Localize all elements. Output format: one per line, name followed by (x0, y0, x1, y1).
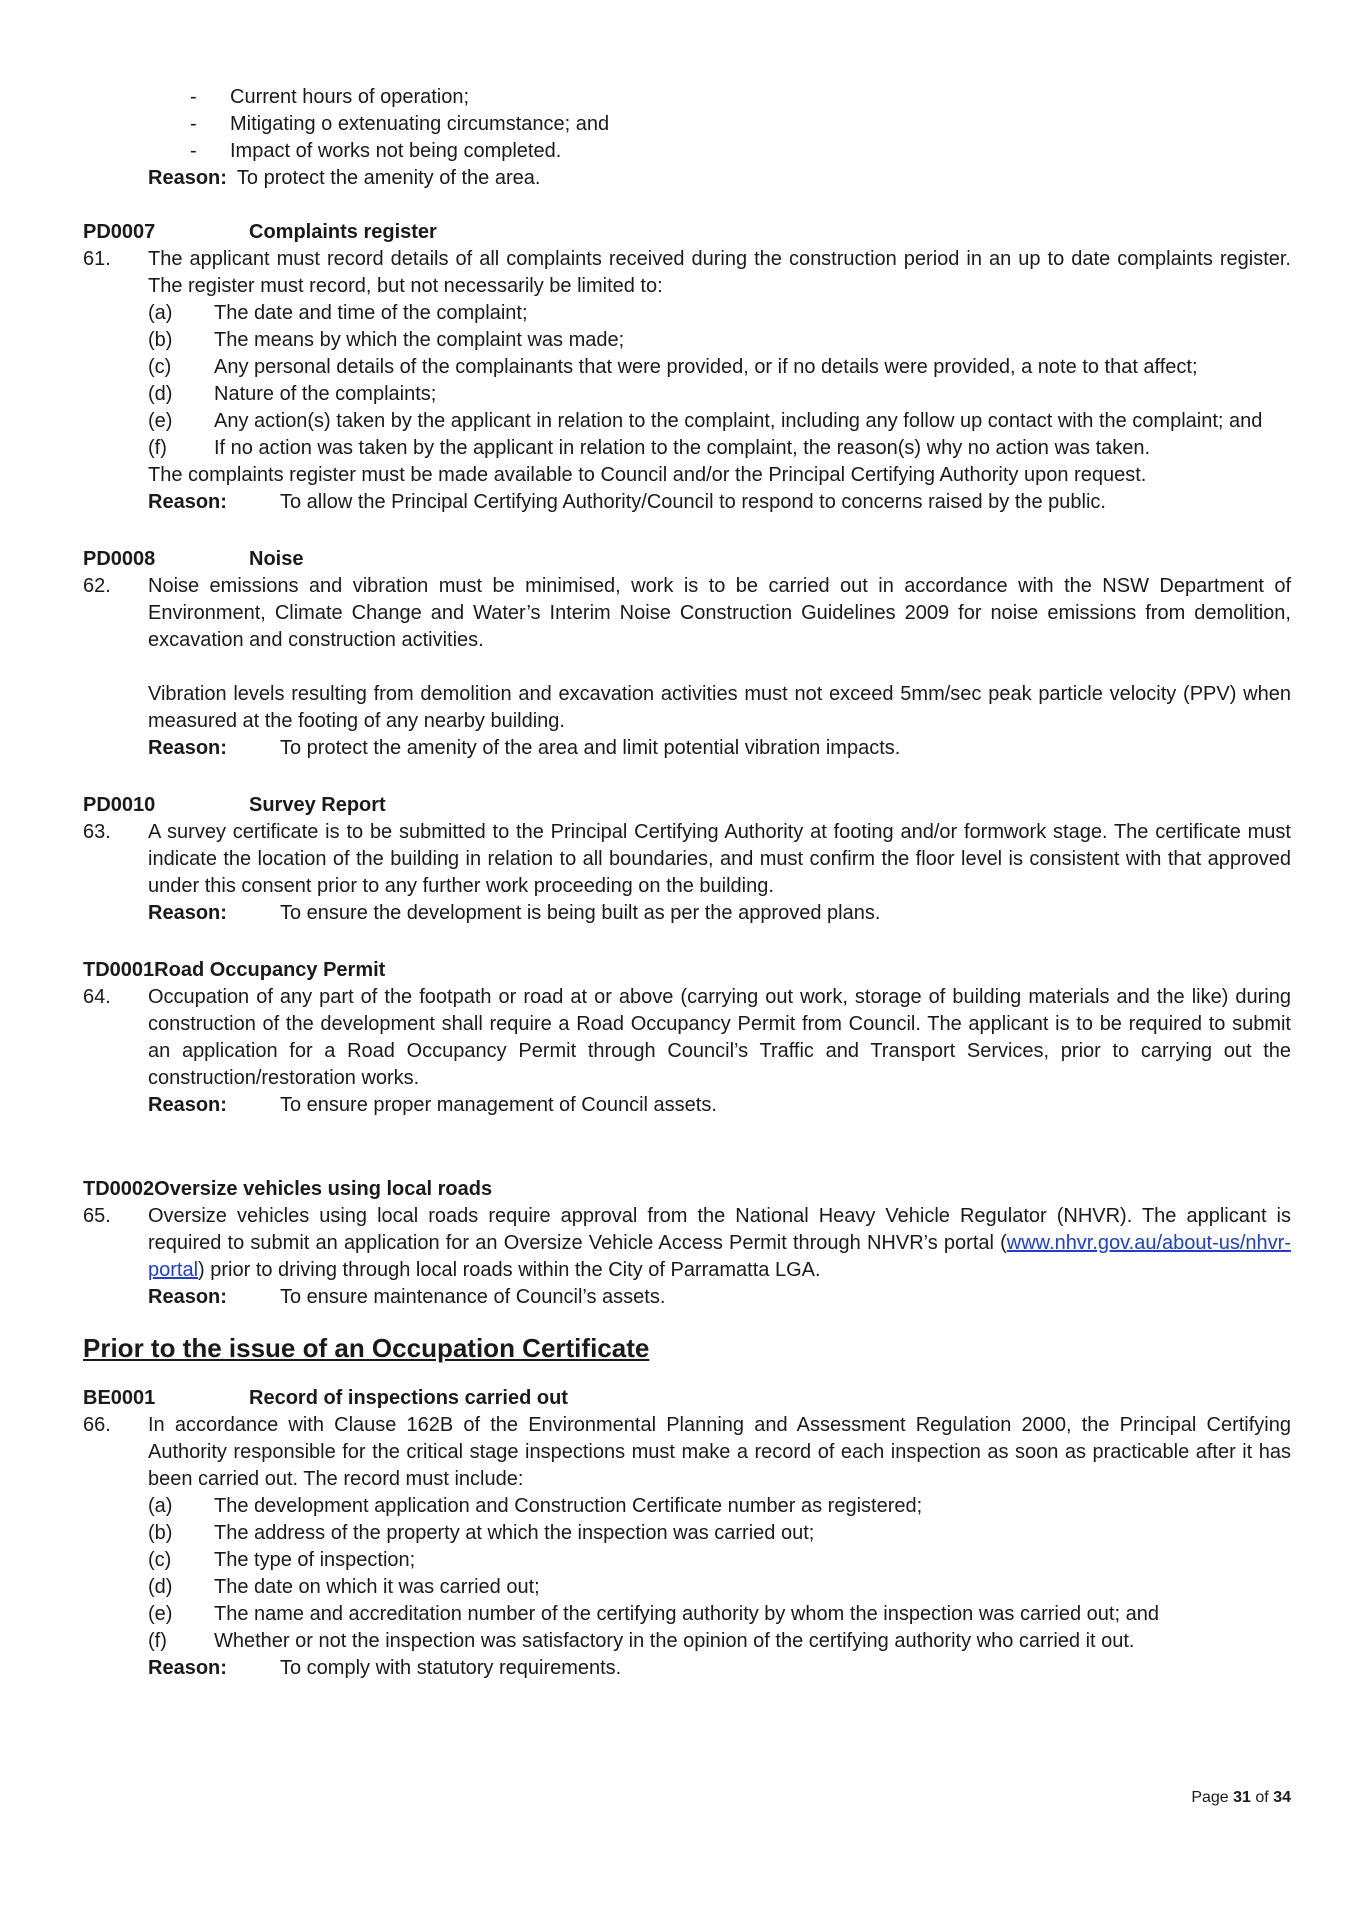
condition-paragraph: 66. In accordance with Clause 162B of the Environmental Planning and Assessment Regulation 2000, the Principal Certifying Authority responsible for the critical stage inspections must make a record of each inspection as soon as practicable after it has been carried out. The record must include: (83, 1414, 1291, 1490)
condition-paragraph: 64. Occupation of any part of the footpath or road at or above (carrying out work, storage of building materials and the like) during construction of the development shall require a Road Occupancy Permit from Council. The applicant is to be required to submit an application for a Road Occupancy Permit through Council’s Traffic and Transport Services, prior to carrying out the construction/restoration works. (83, 986, 1291, 1089)
list-item: (a) The date and time of the complaint; (148, 302, 528, 324)
top-dash-list (83, 84, 1291, 192)
list-item: (e) Any action(s) taken by the applicant in relation to the complaint, including any follow up contact with the complaint; and (148, 410, 1263, 432)
list-item: (d) The date on which it was carried out; (148, 1576, 540, 1598)
condition-heading: PD0010 Survey Report (83, 794, 386, 816)
condition-heading: TD0002 Oversize vehicles using local roads (83, 1178, 493, 1200)
list-item: (c) Any personal details of the complainants that were provided, or if no details were provided, a note to that affect; (148, 356, 1198, 378)
list-item: (e) The name and accreditation number of the certifying authority by whom the inspection was carried out; and (148, 1603, 1159, 1625)
list-item: - Current hours of operation; (190, 86, 470, 108)
page-number: Page 31 of 34 (1191, 1789, 1291, 1806)
list-item: (c) The type of inspection; (148, 1549, 416, 1571)
nhvr-portal-link[interactable]: www.nhvr.gov.au/about-us/nhvr-portal (148, 1232, 1291, 1281)
list-item: (d) Nature of the complaints; (148, 383, 437, 405)
list-item: (b) The means by which the complaint was made; (148, 329, 625, 351)
list-item: (f) If no action was taken by the applicant in relation to the complaint, the reason(s) why no action was taken. (148, 437, 1151, 459)
closing-paragraph: The complaints register must be made available to Council and/or the Principal Certifying Authority upon request. (148, 464, 1147, 486)
document-content (83, 84, 1291, 1682)
list-item: (a) The development application and Construction Certificate number as registered; (148, 1495, 923, 1517)
condition-paragraph: 65. Oversize vehicles using local roads require approval from the National Heavy Vehicle Regulator (NHVR). The applicant is required to submit an application for an Oversize Vehicle Access Permit through NHVR’s portal (www.nhvr.gov.au/about-us/nhvr-portal) prior to driving through local roads within the City of Parramatta LGA. (83, 1205, 1291, 1281)
condition-pd0008 (83, 546, 1291, 762)
reason-line: Reason: To protect the amenity of the area and limit potential vibration impacts. (148, 737, 901, 759)
condition-paragraph: Vibration levels resulting from demolition and excavation activities must not exceed 5mm/sec peak particle velocity (PPV) when measured at the footing of any nearby building. (148, 683, 1291, 732)
reason-line: Reason: To allow the Principal Certifying Authority/Council to respond to concerns raised by the public. (148, 491, 1106, 513)
condition-heading: PD0008 Noise (83, 548, 304, 570)
condition-td0001 (83, 957, 1291, 1119)
reason-line: Reason: To ensure the development is being built as per the approved plans. (148, 902, 881, 924)
condition-paragraph: 62. Noise emissions and vibration must be minimised, work is to be carried out in accordance with the NSW Department of Environment, Climate Change and Water’s Interim Noise Construction Guidelines 2009 for noise emissions from demolition, excavation and construction activities. (83, 575, 1291, 651)
condition-heading: BE0001 Record of inspections carried out (83, 1387, 568, 1409)
condition-be0001 (83, 1385, 1291, 1682)
condition-heading: TD0001 Road Occupancy Permit (83, 959, 386, 981)
condition-paragraph: 61. The applicant must record details of all complaints received during the construction period in an up to date complaints register. The register must record, but not necessarily be limited to: (83, 248, 1291, 297)
reason-line: Reason: To protect the amenity of the area. (148, 167, 541, 189)
section-title: Prior to the issue of an Occupation Certificate (83, 1333, 650, 1363)
condition-pd0010 (83, 792, 1291, 927)
list-item: - Mitigating o extenuating circumstance; and (190, 113, 610, 135)
reason-line: Reason: To ensure proper management of Council assets. (148, 1094, 717, 1116)
reason-line: Reason: To comply with statutory requirements. (148, 1657, 622, 1679)
list-item: (f) Whether or not the inspection was satisfactory in the opinion of the certifying authority who carried it out. (148, 1630, 1135, 1652)
condition-td0002 (83, 1176, 1291, 1311)
list-item: - Impact of works not being completed. (190, 140, 562, 162)
list-item: (b) The address of the property at which the inspection was carried out; (148, 1522, 815, 1544)
condition-heading: PD0007 Complaints register (83, 221, 437, 243)
reason-line: Reason: To ensure maintenance of Council’s assets. (148, 1286, 666, 1308)
condition-pd0007 (83, 219, 1291, 516)
condition-paragraph: 63. A survey certificate is to be submitted to the Principal Certifying Authority at footing and/or formwork stage. The certificate must indicate the location of the building in relation to all boundaries, and must confirm the floor level is consistent with that approved under this consent prior to any further work proceeding on the building. (83, 821, 1291, 897)
